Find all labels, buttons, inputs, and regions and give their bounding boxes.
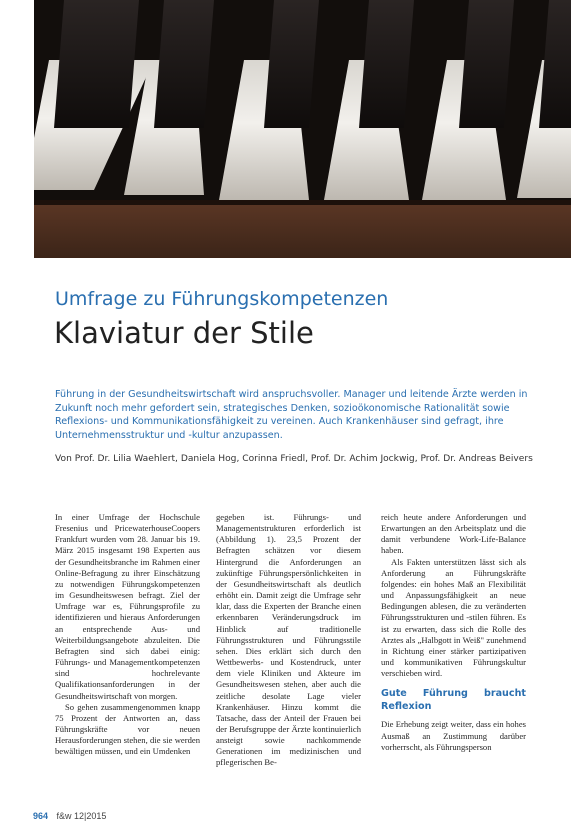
paragraph: So gehen zusammengenommen knapp 75 Prozent der Antworten an, dass Führungskräfte vor neuen Herausforderungen stehen, die sie werden bewältigen müssen, und ein Umdenken xyxy=(55,701,200,757)
article-lead: Führung in der Gesundheitswirtschaft wird anspruchsvoller. Manager und leitende Ärzte werden in Zukunft noch mehr gefordert sein, strategisches Denken, sozioökonomische Rationalität sowie Reflexions- und Kommunikationsfähigkeit zu vereinen. Auch Krankenhäuser sind gefragt, ihre Unternehmensstruktur und -kultur anzupassen. xyxy=(55,389,528,441)
body-column-1 xyxy=(55,512,200,757)
article-title: Klaviatur der Stile xyxy=(54,316,314,350)
paragraph: gegeben ist. Führungs- und Managementstrukturen erforderlich ist (Abbildung 1). 23,5 Prozent der Befragten schätzen vor diesem Hintergrund die Anforderungen an zukünftige Führungspersönlichkeiten in der Gesundheitswirtschaft als deutlich erhöht ein. Damit zeigt die Umfrage sehr klar, dass die Experten der Branche einen erkennbaren Veränderungsdruck im Hinblick auf traditionelle Führungsstrukturen und Führungsstile sehen. Dies erklärt sich durch den Wettbewerbs- und Kostendruck, unter dem viele Kliniken und Akteure im Gesundheitswesen stehen, aber auch die zeitliche desolate Lage vieler Krankenhäuser. Hinzu kommt die Tatsache, dass der Anteil der Frauen bei der Berufsgruppe der Ärzte kontinuierlich ansteigt sowie nachkommende Generationen im medizinischen und pflegerischen Be- xyxy=(216,512,361,768)
paragraph: reich heute andere Anforderungen und Erwartungen an den Arbeitsplatz und die damit verbundene Work-Life-Balance haben. xyxy=(381,512,526,556)
hero-piano-image xyxy=(34,0,571,258)
paragraph: In einer Umfrage der Hochschule Fresenius und PricewaterhouseCoopers Frankfurt wurden vom 28. Januar bis 19. März 2015 insgesamt 198 Experten aus der Gesundheitsbranche im Rahmen einer Online-Befragung zu ihrer Einschätzung zu notwendigen Führungskompetenzen im Gesundheitswesen befragt. Ziel der Umfrage war es, Führungsprofile zu identifizieren und hieraus Anforderungen an entsprechende Aus- und Weiterbildungsangebote abzuleiten. Die Befragten sind sich dabei einig: Führungs- und Managementkompetenzen sind hochrelevante Qualifikationsanforderungen in der Gesundheitswirtschaft von morgen. xyxy=(55,512,200,701)
rail-shadow xyxy=(34,200,571,205)
body-column-3 xyxy=(381,512,526,753)
section-subheading: Gute Führung braucht Reflexion xyxy=(381,688,526,713)
black-key xyxy=(154,0,214,128)
body-column-2 xyxy=(216,512,361,769)
black-key xyxy=(54,0,139,128)
journal-name: f&w 12|2015 xyxy=(56,811,107,821)
page-footer xyxy=(33,811,106,821)
wood-rail xyxy=(34,204,571,258)
paragraph: Die Erhebung zeigt weiter, dass ein hohes Ausmaß an Zustimmung darüber vorherrscht, als Führungsperson xyxy=(381,719,526,752)
page-number: 964 xyxy=(33,811,49,821)
paragraph: Als Fakten unterstützen lässt sich als Anforderung an Führungskräfte folgendes: ein hohes Maß an Flexibilität und Anpassungsfähigkeit an neue Bedingungen ablesen, die zu veränderten Führungsstrukturen und -stilen führen. Es ist zu erwarten, dass sich die Rolle des Arztes als „Halbgott in Weiß" zunehmend in Richtung einer stärker partizipativen und kommunikativen Führungskultur verschieben wird. xyxy=(381,556,526,679)
article-authors: Von Prof. Dr. Lilia Waehlert, Daniela Hog, Corinna Friedl, Prof. Dr. Achim Jockwig, Prof. Dr. Andreas Beivers xyxy=(55,454,533,464)
piano-keys-illustration xyxy=(34,0,571,258)
article-kicker: Umfrage zu Führungskompetenzen xyxy=(55,288,389,310)
